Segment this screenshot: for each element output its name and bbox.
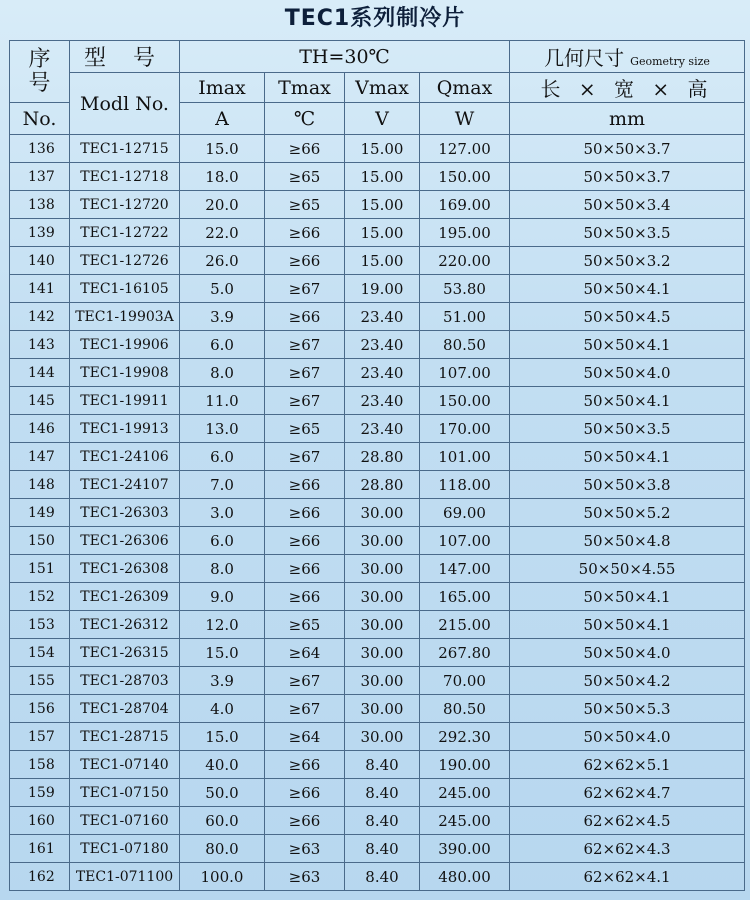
header-model-cn: 型 号 [70, 41, 180, 73]
row-qmax: 165.00 [420, 583, 510, 611]
header-unit-vmax: V [345, 103, 420, 135]
row-imax: 5.0 [180, 275, 265, 303]
row-qmax: 150.00 [420, 163, 510, 191]
row-size: 62×62×4.7 [510, 779, 745, 807]
row-qmax: 118.00 [420, 471, 510, 499]
row-size: 50×50×4.0 [510, 639, 745, 667]
row-tmax: ≥65 [265, 191, 345, 219]
row-qmax: 147.00 [420, 555, 510, 583]
row-tmax: ≥66 [265, 751, 345, 779]
row-qmax: 390.00 [420, 835, 510, 863]
row-size: 50×50×4.2 [510, 667, 745, 695]
table-row [10, 667, 745, 695]
row-vmax: 19.00 [345, 275, 420, 303]
row-qmax: 245.00 [420, 807, 510, 835]
row-tmax: ≥66 [265, 583, 345, 611]
header-col-imax: Imax [180, 73, 265, 103]
row-tmax: ≥66 [265, 499, 345, 527]
row-imax: 80.0 [180, 835, 265, 863]
row-model: TEC1-07140 [70, 751, 180, 779]
row-model: TEC1-19911 [70, 387, 180, 415]
table-body [10, 135, 745, 891]
row-qmax: 169.00 [420, 191, 510, 219]
row-tmax: ≥66 [265, 779, 345, 807]
row-number: 136 [10, 135, 70, 163]
row-number: 149 [10, 499, 70, 527]
row-qmax: 245.00 [420, 779, 510, 807]
table-row [10, 499, 745, 527]
row-vmax: 15.00 [345, 247, 420, 275]
row-number: 157 [10, 723, 70, 751]
row-model: TEC1-28704 [70, 695, 180, 723]
row-number: 150 [10, 527, 70, 555]
row-number: 160 [10, 807, 70, 835]
row-vmax: 15.00 [345, 191, 420, 219]
header-geometry [510, 41, 745, 73]
row-vmax: 30.00 [345, 723, 420, 751]
table-row [10, 471, 745, 499]
row-number: 153 [10, 611, 70, 639]
row-imax: 13.0 [180, 415, 265, 443]
spec-table-container [9, 40, 744, 896]
header-unit-imax: A [180, 103, 265, 135]
row-number: 151 [10, 555, 70, 583]
row-tmax: ≥66 [265, 219, 345, 247]
row-imax: 22.0 [180, 219, 265, 247]
row-vmax: 23.40 [345, 415, 420, 443]
header-condition: TH=30℃ [180, 41, 510, 73]
row-imax: 60.0 [180, 807, 265, 835]
row-vmax: 8.40 [345, 779, 420, 807]
row-model: TEC1-19908 [70, 359, 180, 387]
table-row [10, 191, 745, 219]
row-vmax: 23.40 [345, 331, 420, 359]
row-size: 50×50×5.3 [510, 695, 745, 723]
row-number: 159 [10, 779, 70, 807]
row-tmax: ≥67 [265, 667, 345, 695]
table-row [10, 303, 745, 331]
row-qmax: 80.50 [420, 331, 510, 359]
row-model: TEC1-12718 [70, 163, 180, 191]
row-tmax: ≥67 [265, 331, 345, 359]
header-seq-cn-1: 序 [28, 46, 51, 72]
row-size: 50×50×4.0 [510, 359, 745, 387]
row-size: 62×62×4.1 [510, 863, 745, 891]
row-qmax: 107.00 [420, 359, 510, 387]
row-size: 50×50×4.5 [510, 303, 745, 331]
table-row [10, 555, 745, 583]
row-size: 50×50×4.55 [510, 555, 745, 583]
row-qmax: 70.00 [420, 667, 510, 695]
row-imax: 15.0 [180, 723, 265, 751]
row-vmax: 23.40 [345, 387, 420, 415]
row-vmax: 30.00 [345, 667, 420, 695]
row-imax: 6.0 [180, 443, 265, 471]
row-qmax: 215.00 [420, 611, 510, 639]
row-number: 144 [10, 359, 70, 387]
row-model: TEC1-26306 [70, 527, 180, 555]
header-dims-cn: 长 × 宽 × 高 [510, 73, 745, 103]
row-number: 138 [10, 191, 70, 219]
row-tmax: ≥65 [265, 415, 345, 443]
table-row [10, 387, 745, 415]
table-row [10, 135, 745, 163]
row-model: TEC1-26315 [70, 639, 180, 667]
table-row [10, 359, 745, 387]
header-unit-tmax: ℃ [265, 103, 345, 135]
table-row [10, 835, 745, 863]
row-qmax: 220.00 [420, 247, 510, 275]
row-model: TEC1-24107 [70, 471, 180, 499]
row-imax: 20.0 [180, 191, 265, 219]
row-size: 50×50×3.4 [510, 191, 745, 219]
row-imax: 40.0 [180, 751, 265, 779]
row-imax: 3.9 [180, 667, 265, 695]
table-row [10, 219, 745, 247]
table-row [10, 751, 745, 779]
row-size: 50×50×4.1 [510, 611, 745, 639]
row-tmax: ≥66 [265, 555, 345, 583]
header-geometry-en: Geometry size [630, 55, 710, 68]
row-number: 143 [10, 331, 70, 359]
row-qmax: 107.00 [420, 527, 510, 555]
table-row [10, 723, 745, 751]
row-imax: 9.0 [180, 583, 265, 611]
row-size: 50×50×4.1 [510, 331, 745, 359]
table-row [10, 163, 745, 191]
row-size: 50×50×4.1 [510, 387, 745, 415]
row-model: TEC1-28715 [70, 723, 180, 751]
row-vmax: 30.00 [345, 527, 420, 555]
row-model: TEC1-12720 [70, 191, 180, 219]
row-number: 145 [10, 387, 70, 415]
row-qmax: 170.00 [420, 415, 510, 443]
row-tmax: ≥63 [265, 835, 345, 863]
row-tmax: ≥65 [265, 611, 345, 639]
row-imax: 12.0 [180, 611, 265, 639]
row-qmax: 190.00 [420, 751, 510, 779]
row-number: 155 [10, 667, 70, 695]
row-size: 50×50×3.5 [510, 415, 745, 443]
row-imax: 11.0 [180, 387, 265, 415]
row-tmax: ≥65 [265, 163, 345, 191]
table-row [10, 807, 745, 835]
row-model: TEC1-12722 [70, 219, 180, 247]
table-row [10, 331, 745, 359]
row-number: 161 [10, 835, 70, 863]
table-row [10, 779, 745, 807]
row-qmax: 292.30 [420, 723, 510, 751]
header-col-qmax: Qmax [420, 73, 510, 103]
header-col-vmax: Vmax [345, 73, 420, 103]
row-qmax: 69.00 [420, 499, 510, 527]
row-model: TEC1-24106 [70, 443, 180, 471]
row-vmax: 30.00 [345, 583, 420, 611]
row-number: 156 [10, 695, 70, 723]
row-model: TEC1-28703 [70, 667, 180, 695]
row-vmax: 23.40 [345, 303, 420, 331]
row-size: 62×62×4.3 [510, 835, 745, 863]
row-imax: 3.9 [180, 303, 265, 331]
row-tmax: ≥63 [265, 863, 345, 891]
row-vmax: 15.00 [345, 135, 420, 163]
row-size: 50×50×4.0 [510, 723, 745, 751]
row-vmax: 8.40 [345, 835, 420, 863]
table-row [10, 583, 745, 611]
row-qmax: 150.00 [420, 387, 510, 415]
row-vmax: 8.40 [345, 807, 420, 835]
table-row [10, 863, 745, 891]
table-row [10, 611, 745, 639]
row-size: 50×50×3.2 [510, 247, 745, 275]
row-model: TEC1-26312 [70, 611, 180, 639]
spec-table [9, 40, 745, 891]
row-model: TEC1-19903A [70, 303, 180, 331]
row-imax: 15.0 [180, 639, 265, 667]
row-model: TEC1-26308 [70, 555, 180, 583]
row-vmax: 30.00 [345, 611, 420, 639]
row-number: 146 [10, 415, 70, 443]
page-title: TEC1系列制冷片 [284, 6, 466, 31]
row-number: 152 [10, 583, 70, 611]
table-row [10, 695, 745, 723]
row-size: 50×50×5.2 [510, 499, 745, 527]
row-number: 162 [10, 863, 70, 891]
row-model: TEC1-071100 [70, 863, 180, 891]
row-size: 62×62×5.1 [510, 751, 745, 779]
table-row [10, 415, 745, 443]
row-qmax: 195.00 [420, 219, 510, 247]
row-imax: 15.0 [180, 135, 265, 163]
row-imax: 26.0 [180, 247, 265, 275]
row-tmax: ≥66 [265, 471, 345, 499]
row-size: 50×50×3.7 [510, 135, 745, 163]
row-qmax: 267.80 [420, 639, 510, 667]
row-imax: 50.0 [180, 779, 265, 807]
row-model: TEC1-26303 [70, 499, 180, 527]
row-model: TEC1-12715 [70, 135, 180, 163]
row-imax: 3.0 [180, 499, 265, 527]
row-imax: 8.0 [180, 359, 265, 387]
row-size: 50×50×3.7 [510, 163, 745, 191]
row-tmax: ≥66 [265, 527, 345, 555]
row-vmax: 23.40 [345, 359, 420, 387]
row-number: 137 [10, 163, 70, 191]
row-vmax: 30.00 [345, 695, 420, 723]
row-model: TEC1-07180 [70, 835, 180, 863]
row-model: TEC1-16105 [70, 275, 180, 303]
row-vmax: 8.40 [345, 863, 420, 891]
row-model: TEC1-07160 [70, 807, 180, 835]
row-qmax: 51.00 [420, 303, 510, 331]
row-imax: 18.0 [180, 163, 265, 191]
row-vmax: 8.40 [345, 751, 420, 779]
row-qmax: 80.50 [420, 695, 510, 723]
row-size: 50×50×4.1 [510, 443, 745, 471]
header-unit-dims: mm [510, 103, 745, 135]
table-row [10, 443, 745, 471]
row-number: 141 [10, 275, 70, 303]
row-qmax: 53.80 [420, 275, 510, 303]
row-size: 50×50×4.8 [510, 527, 745, 555]
row-qmax: 127.00 [420, 135, 510, 163]
row-model: TEC1-19906 [70, 331, 180, 359]
row-number: 154 [10, 639, 70, 667]
row-tmax: ≥66 [265, 303, 345, 331]
row-vmax: 28.80 [345, 443, 420, 471]
row-imax: 8.0 [180, 555, 265, 583]
row-number: 142 [10, 303, 70, 331]
row-vmax: 15.00 [345, 219, 420, 247]
table-header [10, 41, 745, 135]
row-tmax: ≥67 [265, 695, 345, 723]
row-tmax: ≥66 [265, 247, 345, 275]
row-size: 50×50×3.5 [510, 219, 745, 247]
row-size: 62×62×4.5 [510, 807, 745, 835]
row-number: 140 [10, 247, 70, 275]
table-row [10, 247, 745, 275]
row-tmax: ≥67 [265, 359, 345, 387]
row-imax: 4.0 [180, 695, 265, 723]
header-seq-cn [10, 41, 70, 103]
row-number: 147 [10, 443, 70, 471]
row-vmax: 30.00 [345, 499, 420, 527]
row-imax: 6.0 [180, 331, 265, 359]
row-size: 50×50×4.1 [510, 275, 745, 303]
header-geometry-cn: 几何尺寸 [544, 46, 625, 70]
row-size: 50×50×4.1 [510, 583, 745, 611]
row-size: 50×50×3.8 [510, 471, 745, 499]
row-tmax: ≥66 [265, 807, 345, 835]
row-vmax: 15.00 [345, 163, 420, 191]
table-row [10, 527, 745, 555]
row-tmax: ≥67 [265, 387, 345, 415]
row-vmax: 30.00 [345, 639, 420, 667]
row-tmax: ≥66 [265, 135, 345, 163]
row-imax: 100.0 [180, 863, 265, 891]
row-model: TEC1-12726 [70, 247, 180, 275]
row-number: 139 [10, 219, 70, 247]
row-qmax: 480.00 [420, 863, 510, 891]
row-tmax: ≥67 [265, 443, 345, 471]
header-model-en: Modl No. [70, 73, 180, 135]
row-model: TEC1-07150 [70, 779, 180, 807]
table-row [10, 639, 745, 667]
row-tmax: ≥64 [265, 723, 345, 751]
row-imax: 7.0 [180, 471, 265, 499]
row-tmax: ≥67 [265, 275, 345, 303]
row-qmax: 101.00 [420, 443, 510, 471]
row-model: TEC1-19913 [70, 415, 180, 443]
table-row [10, 275, 745, 303]
row-model: TEC1-26309 [70, 583, 180, 611]
row-vmax: 28.80 [345, 471, 420, 499]
row-imax: 6.0 [180, 527, 265, 555]
row-vmax: 30.00 [345, 555, 420, 583]
header-unit-qmax: W [420, 103, 510, 135]
row-number: 148 [10, 471, 70, 499]
row-number: 158 [10, 751, 70, 779]
row-tmax: ≥64 [265, 639, 345, 667]
header-seq-cn-2: 号 [28, 70, 51, 96]
header-seq-en: No. [10, 103, 70, 135]
header-col-tmax: Tmax [265, 73, 345, 103]
